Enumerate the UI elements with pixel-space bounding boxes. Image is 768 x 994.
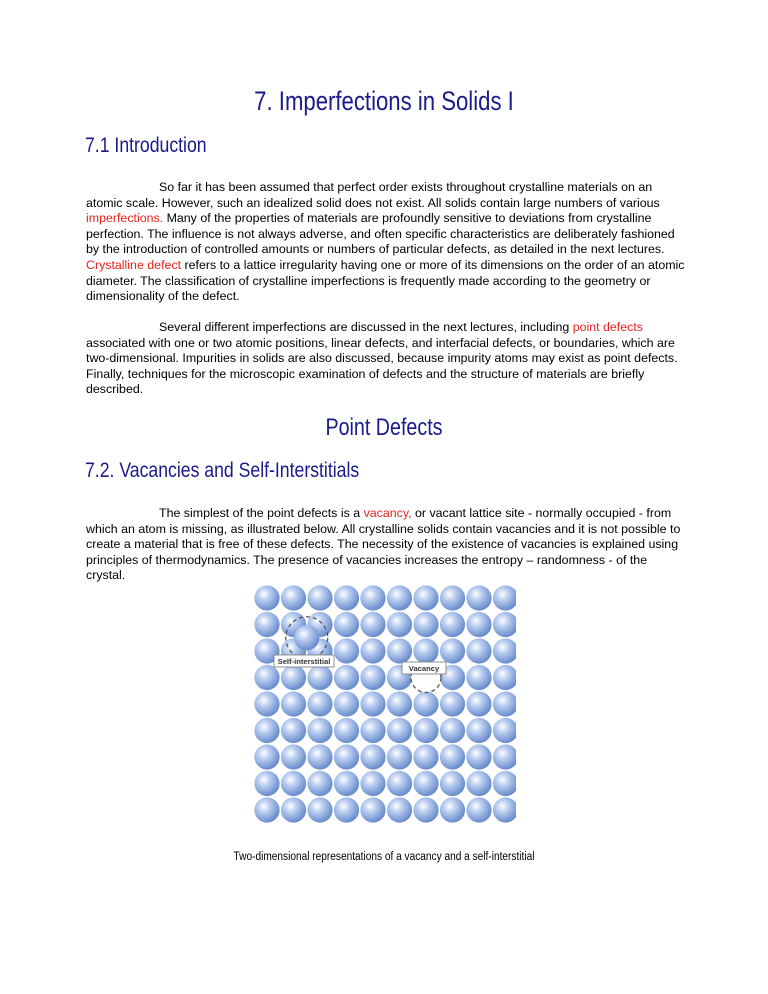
paragraph-text: Several different imperfections are discussed in the next lectures, including: [159, 320, 573, 334]
atom: [254, 665, 279, 690]
atom: [334, 638, 359, 663]
atom: [281, 744, 306, 769]
atom: [254, 718, 279, 743]
atom: [254, 691, 279, 716]
atom: [466, 665, 491, 690]
atom: [440, 638, 465, 663]
atom: [466, 718, 491, 743]
atom: [387, 691, 412, 716]
atom: [254, 612, 279, 637]
atom: [466, 744, 491, 769]
atom: [334, 665, 359, 690]
atom: [493, 638, 516, 663]
atom: [307, 718, 332, 743]
atom: [307, 771, 332, 796]
atom: [281, 691, 306, 716]
atom: [360, 691, 385, 716]
paragraph-text: refers to a lattice irregularity having one or more of its dimensions on the order of an atomic diameter. The classification of crystalline imperfections is frequently made according to the geometry or dimensionality of the defect.: [86, 257, 685, 304]
atom: [493, 585, 516, 610]
atom: [307, 797, 332, 822]
highlighted-term: point defects: [572, 320, 643, 334]
atom: [307, 585, 332, 610]
atom: [387, 718, 412, 743]
atom: [440, 718, 465, 743]
atom: [387, 797, 412, 822]
lattice-figure: [252, 582, 516, 832]
intro-paragraph-2: [86, 320, 686, 398]
atom: [440, 691, 465, 716]
atom: [493, 744, 516, 769]
atom: [440, 612, 465, 637]
vacancy-label: Vacancy: [408, 664, 440, 674]
atom: [493, 691, 516, 716]
atom: [466, 797, 491, 822]
atom: [254, 744, 279, 769]
atom: [360, 638, 385, 663]
atom: [466, 691, 491, 716]
highlighted-term: imperfections.: [86, 211, 164, 226]
atom: [493, 718, 516, 743]
atom: [413, 612, 438, 637]
atom: [413, 638, 438, 663]
part-heading: Point Defects: [325, 414, 443, 441]
highlighted-term: vacancy,: [363, 506, 412, 520]
atom: [413, 585, 438, 610]
section-heading-introduction: 7.1 Introduction: [85, 134, 207, 157]
intro-paragraph-1: [86, 180, 686, 305]
paragraph-text: Many of the properties of materials are profoundly sensitive to deviations from crystalline perfection. The influence is not always adverse, and often specific characteristics are deliberately fashioned by the introduction of controlled amounts or numbers of particular defects, as detailed in the next lectures.: [86, 211, 675, 257]
atom: [440, 771, 465, 796]
atom: [440, 744, 465, 769]
atom: [254, 797, 279, 822]
atom: [334, 771, 359, 796]
atom: [387, 744, 412, 769]
self-interstitial-label: Self-interstitial: [277, 657, 331, 667]
atom: [440, 585, 465, 610]
atom: [334, 744, 359, 769]
atom: [493, 771, 516, 796]
atom: [493, 665, 516, 690]
paragraph-text: or vacant lattice site - normally occupied - from which an atom is missing, as illustrated below. All crystalline solids contain vacancies and it is not possible to create a material that is free of these defects. The necessity of the existence of vacancies is explained using principles of thermodynamics. The presence of vacancies increases the entropy – randomness - of the crystal.: [86, 506, 681, 583]
atom: [360, 612, 385, 637]
atom: [413, 797, 438, 822]
atom: [413, 771, 438, 796]
atom: [334, 585, 359, 610]
section-heading-vacancies: 7.2. Vacancies and Self-Interstitials: [85, 459, 360, 482]
atom: [413, 691, 438, 716]
atom: [254, 585, 279, 610]
atom: [307, 691, 332, 716]
atom: [466, 585, 491, 610]
page-title: 7. Imperfections in Solids I: [254, 86, 514, 116]
atom: [360, 585, 385, 610]
atom: [360, 744, 385, 769]
paragraph-text: So far it has been assumed that perfect order exists throughout crystalline materials on an atomic scale. However, such an idealized solid does not exist. All solids contain large numbers of various: [86, 180, 660, 210]
atom: [281, 771, 306, 796]
atom: [493, 797, 516, 822]
atom: [387, 638, 412, 663]
atom: [334, 797, 359, 822]
atom: [360, 665, 385, 690]
atom: [334, 718, 359, 743]
atom: [334, 691, 359, 716]
atom: [281, 718, 306, 743]
atom: [360, 797, 385, 822]
atom: [466, 771, 491, 796]
vacancy-paragraph: [86, 506, 686, 584]
paragraph-text: The simplest of the point defects is a: [159, 506, 364, 520]
paragraph-text: associated with one or two atomic positions, linear defects, and interfacial defects, or boundaries, which are two-dimensional. Impurities in solids are also discussed, because impurity atoms may exist as point defects. Finally, techniques for the microscopic examination of defects and the structure of materials are briefly described.: [86, 335, 678, 397]
atom: [387, 771, 412, 796]
atom: [466, 638, 491, 663]
atom: [387, 612, 412, 637]
atom: [307, 665, 332, 690]
figure-caption: Two-dimensional representations of a vacancy and a self-interstitial: [233, 851, 535, 863]
highlighted-term: Crystalline defect: [86, 257, 182, 272]
atom: [413, 744, 438, 769]
atom: [493, 612, 516, 637]
atom: [387, 585, 412, 610]
atom: [281, 585, 306, 610]
atom: [413, 718, 438, 743]
atom: [281, 797, 306, 822]
atom: [334, 612, 359, 637]
atom: [254, 771, 279, 796]
atom: [307, 744, 332, 769]
atom: [281, 665, 306, 690]
interstitial-atom: [294, 625, 319, 650]
atom: [360, 771, 385, 796]
atom: [360, 718, 385, 743]
atom: [466, 612, 491, 637]
atom: [440, 797, 465, 822]
